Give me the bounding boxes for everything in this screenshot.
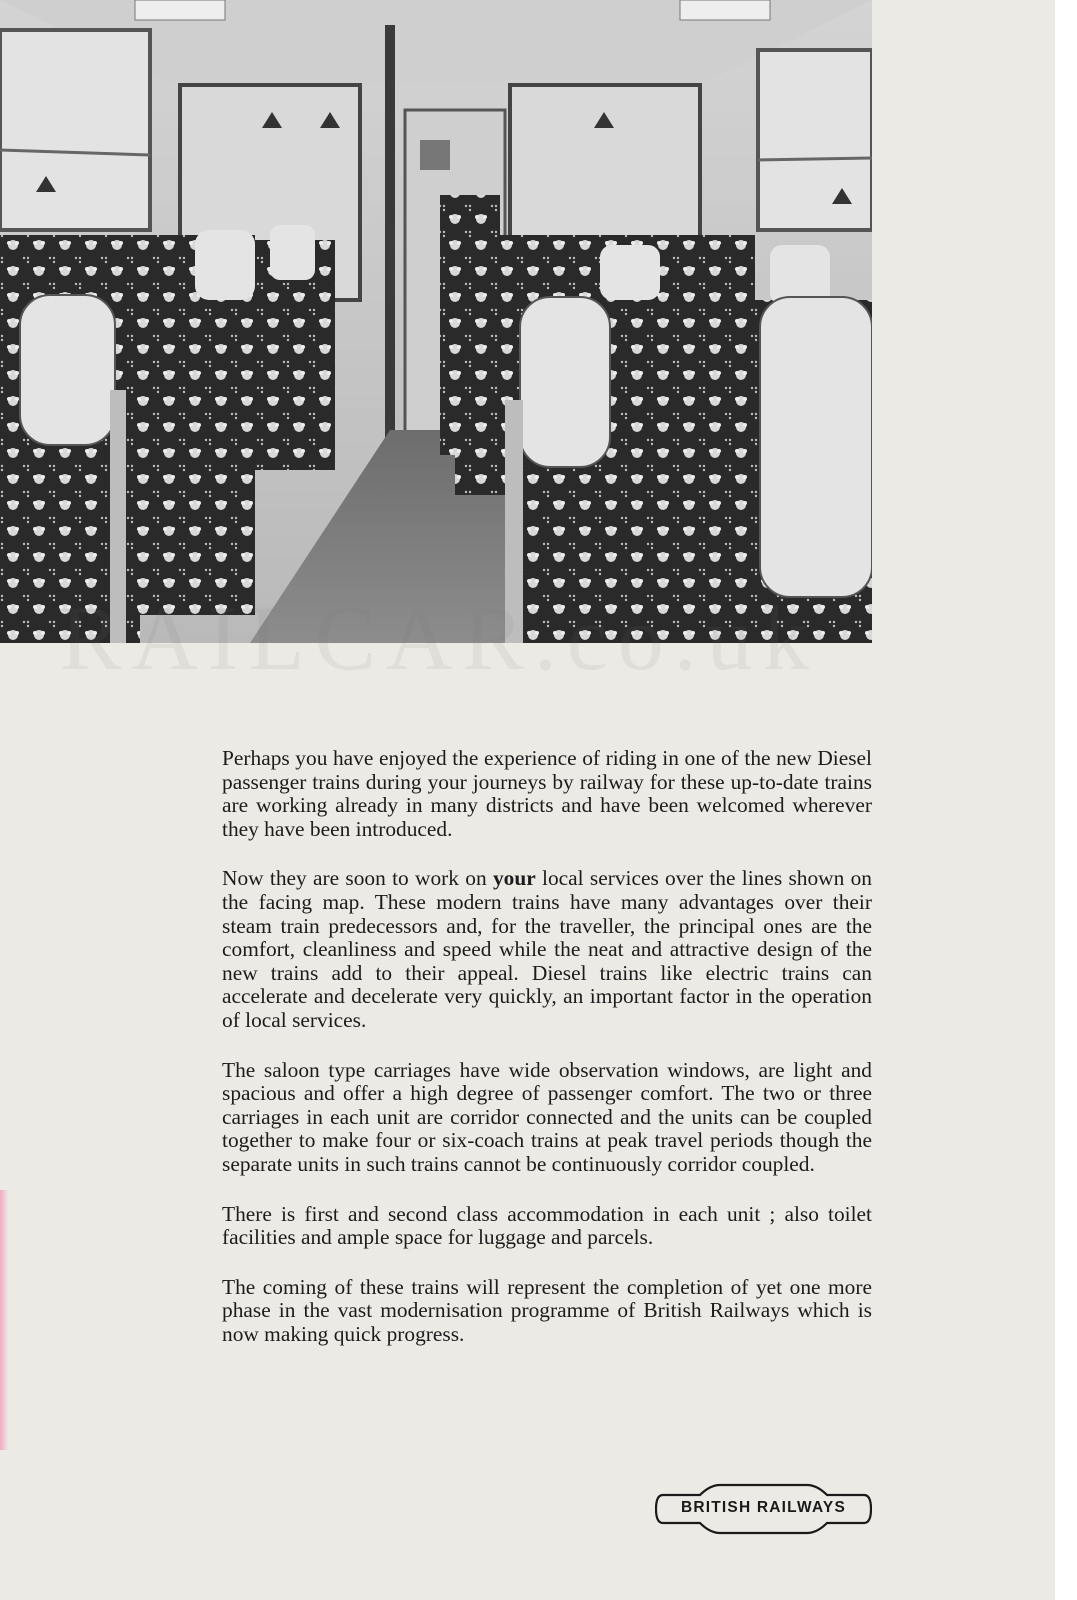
emphasis-text: your <box>492 866 536 891</box>
paragraph: There is first and second class accommodation in each unit ; also toilet facilities and ample space for luggage and parcels. <box>222 1201 872 1250</box>
paragraph: Perhaps you have enjoyed the experience of riding in one of the new Diesel passenger trains during your journeys by railway for these up-to-date trains are working already in many districts and have been welcomed wherever they have been introduced. <box>222 746 872 841</box>
logo-text: BRITISH RAILWAYS <box>680 1499 847 1516</box>
paragraph: The saloon type carriages have wide observation windows, are light and spacious and offer a high degree of passenger comfort. The two or three carriages in each unit are corridor connected and the units can be coupled together to make four or six-coach trains at peak travel periods though the separate units in such trains cannot be continuously corridor coupled. <box>222 1057 872 1176</box>
paper-edge <box>1055 0 1077 1600</box>
article-body <box>222 747 872 1372</box>
paragraph-text: local services over the lines shown on the facing map. These modern trains have many advantages over their steam train predecessors and, for the traveller, the principal ones are the comfort, cleanliness and speed while the neat and attractive design of the new trains add to their appeal. Diesel trains like electric trains can accelerate and decelerate very quickly, an important factor in the operation of local services. <box>222 866 872 1032</box>
paragraph-text: Now they are soon to work on <box>222 866 493 891</box>
british-railways-logo <box>655 1483 872 1535</box>
paragraph <box>222 867 872 1032</box>
carriage-interior-photo <box>0 0 872 643</box>
watermark: RAILCAR.co.uk <box>60 587 819 689</box>
paragraph: The coming of these trains will represent the completion of yet one more phase in the vast modernisation programme of British Railways which is now making quick progress. <box>222 1274 872 1346</box>
page-edge-tint <box>0 1190 8 1450</box>
